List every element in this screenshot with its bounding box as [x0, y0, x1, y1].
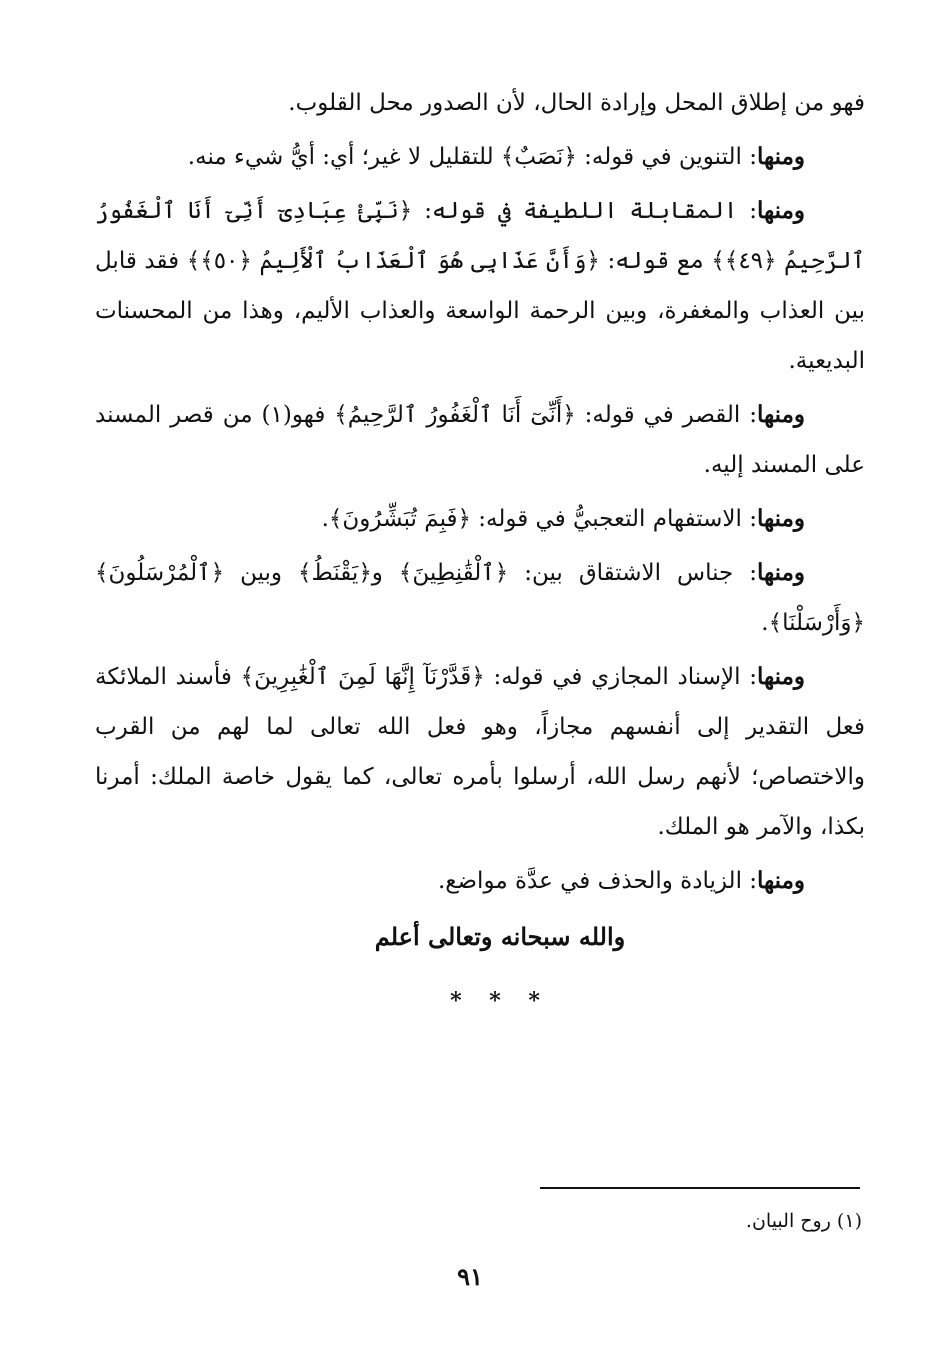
paragraph-lead: ومنها — [757, 867, 805, 894]
paragraph-text: : الزيادة والحذف في عدَّة مواضع. — [437, 868, 758, 894]
paragraph-text: : القصر في قوله: ﴿أَنِّىٓ أَنَا ٱلْغَفُورُ ٱلرَّحِيمُ﴾ فهو(١) من قصر المسند على المسند إليه. — [95, 402, 865, 478]
paragraph-lead: ومنها — [757, 197, 805, 224]
paragraph-lead: ومنها — [757, 401, 806, 428]
paragraph-1 — [95, 78, 865, 128]
paragraph-text: : جناس الاشتقاق بين: ﴿ٱلْقَٰنِطِينَ﴾ و﴿يَقْنَطُ﴾ وبين ﴿ٱلْمُرْسَلُونَ﴾ ﴿وَأَرْسَلْنَا﴾. — [95, 560, 865, 636]
page-number: ٩١ — [457, 1262, 483, 1291]
paragraph-text: : المقابلة اللطيفة في قوله: ﴿نَبِّئْ عِبَادِىٓ أَنِّىٓ أَنَا ٱلْغَفُورُ ٱلرَّحِيمُ ﴿٤٩﴾﴾ مع قوله: ﴿وَأَنَّ عَذَابِى هُوَ ٱلْعَذَابُ ٱلْأَلِيمُ ﴿٥٠﴾﴾ فقد قابل بين العذاب والمغفرة، وبين الرحمة الواسعة والعذاب الأليم، وهذا من المحسنات البديعية. — [95, 198, 865, 374]
paragraph-2 — [95, 132, 865, 182]
paragraph-3 — [95, 186, 865, 386]
paragraph-lead: ومنها — [757, 505, 805, 532]
page-body — [95, 78, 865, 1026]
footnote: (١) روح البيان. — [745, 1210, 862, 1232]
paragraph-lead: ومنها — [757, 559, 805, 586]
paragraph-lead: ومنها — [757, 143, 805, 170]
paragraph-8 — [95, 856, 865, 906]
footnote-divider — [540, 1187, 860, 1189]
paragraph-text: فهو من إطلاق المحل وإرادة الحال، لأن الصدور محل القلوب. — [288, 90, 865, 116]
paragraph-lead: ومنها — [757, 663, 805, 690]
paragraph-7 — [95, 652, 865, 852]
paragraph-text: : الإسناد المجازي في قوله: ﴿قَدَّرْنَآ إِنَّهَا لَمِنَ ٱلْغَٰبِرِينَ﴾ فأسند الملائكة فعل التقدير إلى أنفسهم مجازاً، وهو فعل الله تعالى لما لهم من القرب والاختصاص؛ لأنهم رسل الله، أرسلوا بأمره تعالى، كما يقول خاصة الملك: أمرنا بكذا، والآمر هو الملك. — [95, 664, 865, 840]
closing-line: والله سبحانه وتعالى أعلم — [374, 922, 626, 951]
section-separator: * * * — [450, 988, 550, 1014]
paragraph-6 — [95, 548, 865, 648]
paragraph-text: : التنوين في قوله: ﴿نَصَبٌ﴾ للتقليل لا غير؛ أي: أيُّ شيء منه. — [187, 144, 758, 170]
paragraph-5 — [95, 494, 865, 544]
paragraph-4 — [95, 390, 865, 490]
paragraph-text: : الاستفهام التعجبيُّ في قوله: ﴿فَبِمَ تُبَشِّرُونَ﴾. — [321, 506, 758, 532]
